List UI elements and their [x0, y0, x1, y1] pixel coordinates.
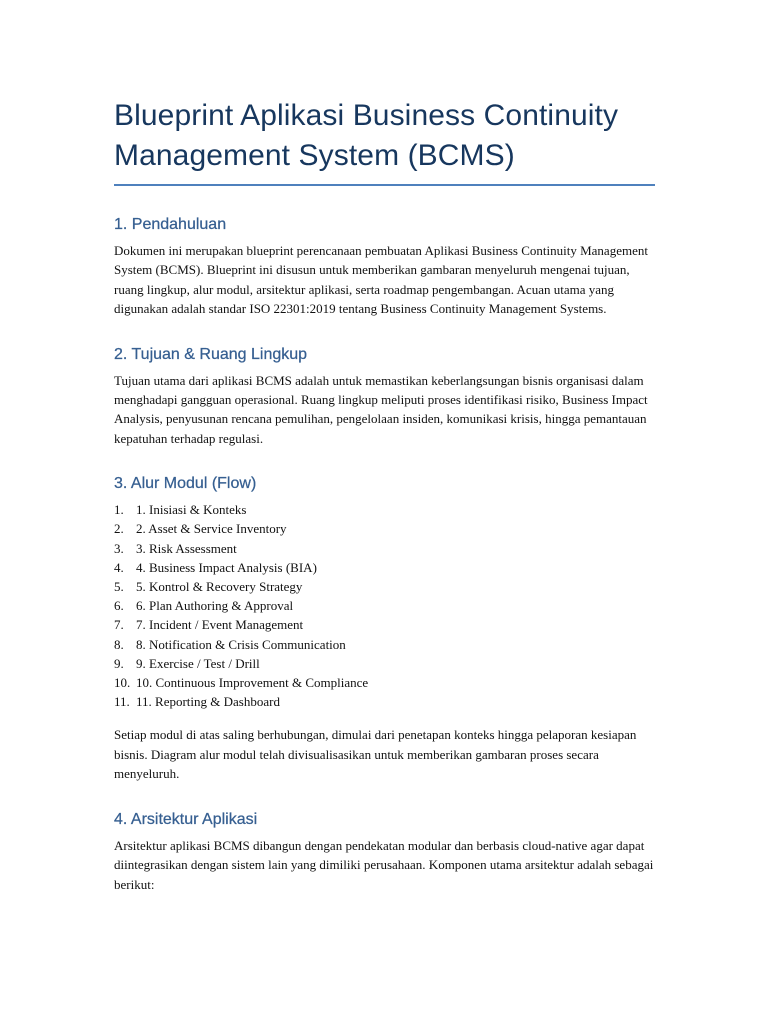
list-item	[114, 692, 654, 711]
list-item	[114, 519, 654, 538]
list-item	[114, 577, 654, 596]
list-item-text: 10. Continuous Improvement & Compliance	[136, 675, 369, 691]
list-item-text: 3. Risk Assessment	[136, 540, 237, 556]
document-title-line-2: Management System (BCMS)	[114, 139, 515, 172]
list-item-text: 8. Notification & Crisis Communication	[136, 636, 346, 652]
section-heading-arsitektur: 4. Arsitektur Aplikasi	[114, 810, 258, 828]
list-item-number: 2.	[114, 521, 124, 537]
list-item	[114, 654, 654, 673]
document-title	[114, 96, 654, 184]
list-item	[114, 673, 654, 692]
section-pendahuluan	[114, 214, 654, 319]
module-list	[114, 500, 654, 711]
document-title-line-1: Blueprint Aplikasi Business Continuity	[114, 99, 619, 132]
list-item	[114, 500, 654, 519]
list-item-number: 5.	[114, 579, 124, 595]
list-item	[114, 539, 654, 558]
list-item-number: 9.	[114, 655, 124, 671]
list-item-text: 6. Plan Authoring & Approval	[136, 598, 294, 614]
section-tujuan	[114, 344, 654, 449]
list-item-text: 4. Business Impact Analysis (BIA)	[136, 559, 317, 575]
section-body-alur-modul: Setiap modul di atas saling berhubungan, dimulai dari penetapan konteks hingga pelaporan kesiapan bisnis. Diagram alur modul telah divisualisasikan untuk memberikan gambaran proses secara menyeluruh.	[114, 727, 637, 782]
list-item-number: 7.	[114, 617, 124, 633]
list-item-text: 11. Reporting & Dashboard	[136, 694, 280, 710]
title-underline-rule	[114, 184, 655, 186]
section-body-pendahuluan: Dokumen ini merupakan blueprint perencanaan pembuatan Aplikasi Business Continuity Management System (BCMS). Blueprint ini disusun untuk memberikan gambaran menyeluruh mengenai tujuan, ruang lingkup, alur modul, arsitektur aplikasi, serta roadmap pengembangan. Acuan utama yang digunakan adalah standar ISO 22301:2019 tentang Business Continuity Management Systems.	[114, 243, 648, 317]
section-heading-tujuan: 2. Tujuan & Ruang Lingkup	[114, 345, 308, 363]
list-item-number: 3.	[114, 540, 124, 556]
section-body-tujuan: Tujuan utama dari aplikasi BCMS adalah untuk memastikan keberlangsungan bisnis organisasi dalam menghadapi gangguan operasional. Ruang lingkup meliputi proses identifikasi risiko, Business Impact Analysis, penyusunan rencana pemulihan, pengelolaan insiden, komunikasi krisis, hingga pemantauan kepatuhan terhadap regulasi.	[114, 372, 648, 446]
list-item-text: 5. Kontrol & Recovery Strategy	[136, 579, 303, 595]
list-item-number: 6.	[114, 598, 124, 614]
section-heading-alur-modul: 3. Alur Modul (Flow)	[114, 475, 257, 493]
list-item-number: 11.	[114, 694, 130, 710]
list-item-text: 9. Exercise / Test / Drill	[136, 655, 260, 671]
list-item	[114, 635, 654, 654]
list-item-number: 4.	[114, 559, 124, 575]
list-item	[114, 615, 654, 634]
list-item	[114, 558, 654, 577]
list-item-text: 1. Inisiasi & Konteks	[136, 502, 247, 518]
section-body-arsitektur: Arsitektur aplikasi BCMS dibangun dengan pendekatan modular dan berbasis cloud-native agar dapat diintegrasikan dengan sistem lain yang dimiliki perusahaan. Komponen utama arsitektur adalah sebagai berikut:	[114, 837, 654, 892]
section-heading-pendahuluan: 1. Pendahuluan	[114, 216, 227, 233]
list-item-text: 7. Incident / Event Management	[136, 617, 304, 633]
section-arsitektur	[114, 809, 654, 894]
section-alur-modul	[114, 473, 654, 783]
list-item	[114, 596, 654, 615]
list-item-number: 10.	[114, 675, 131, 691]
document-page	[114, 96, 654, 894]
list-item-number: 8.	[114, 636, 124, 652]
list-item-text: 2. Asset & Service Inventory	[136, 521, 287, 537]
list-item-number: 1.	[114, 502, 124, 518]
